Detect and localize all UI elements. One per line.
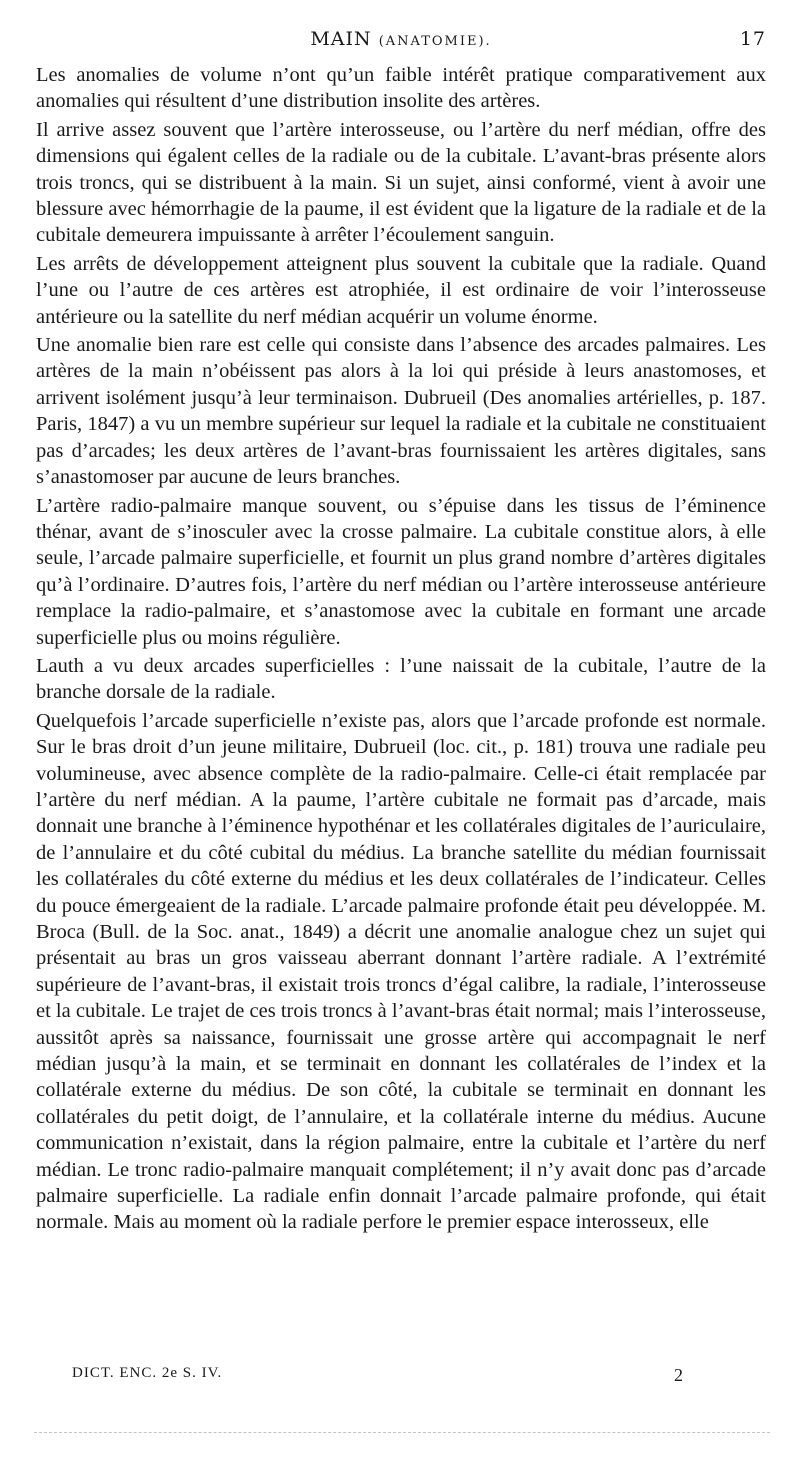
running-title (36, 28, 766, 50)
paragraph: Quelquefois l’arcade superficielle n’existe pas, alors que l’arcade profonde est normale. Sur le bras droit d’un jeune militaire, Dubrueil (loc. cit., p. 181) trouva une radiale peu volumineuse, avec absence complète de la radio-palmaire. Celle-ci était remplacée par l’artère du nerf médian. A la paume, l’artère cubitale ne formait pas d’arcade, mais donnait une branche à l’éminence hypothénar et les collatérales digitales de l’auriculaire, de l’annulaire et du côté cubital du médius. La branche satellite du médian fournissait les collatérales du côté externe du médius et les deux collatérales de l’indicateur. Celles du pouce émergeaient de la radiale. L’arcade palmaire profonde était peu développée. M. Broca (Bull. de la Soc. anat., 1849) a décrit une anomalie analogue chez un sujet qui présentait au bras un gros vaisseau aberrant donnant l’artère radiale. A l’extrémité supérieure de l’avant-bras, il existait trois troncs d’égal calibre, la radiale, l’interosseuse et la cubitale. Le trajet de ces trois troncs à l’avant-bras était normal; mais l’interosseuse, aussitôt après sa naissance, fournissait une grosse artère qui accompagnait le nerf médian jusqu’à la main, et se terminait en donnant les collatérales de l’index et la collatérale externe du médius. De son côté, la cubitale se terminait en donnant les collatérales du petit doigt, de l’annulaire, et la collatérale interne du médius. Aucune communication n’existait, dans la région palmaire, entre la cubitale et l’artère du nerf médian. Le tronc radio-palmaire manquait complétement; il n’y avait donc pas d’arcade palmaire superficielle. La radiale enfin donnait l’arcade palmaire profonde, qui était normale. Mais au moment où la radiale perfore le premier espace interosseux, elle (36, 709, 766, 1234)
page-number: 17 (739, 28, 766, 50)
running-title-sub: (ANATOMIE). (378, 34, 492, 49)
page (36, 28, 766, 1236)
bottom-rule (34, 1432, 770, 1433)
running-head (36, 28, 766, 58)
paragraph: Les arrêts de développement atteignent plus souvent la cubitale que la radiale. Quand l’une ou l’autre de ces artères est atrophiée, il est ordinaire de voir l’interosseuse antérieure ou la satellite du nerf médian acquérir un volume énorme. (36, 252, 766, 328)
sheet-number: 2 (674, 1365, 684, 1385)
body-text (36, 62, 766, 1236)
paragraph: Les anomalies de volume n’ont qu’un faible intérêt pratique comparativement aux anomalies qui résultent d’une distribution insolite des artères. (36, 64, 766, 113)
paragraph: Une anomalie bien rare est celle qui consiste dans l’absence des arcades palmaires. Les artères de la main n’obéissent pas alors à la loi qui préside à leurs anastomoses, et arrivent isolément jusqu’à leur terminaison. Dubrueil (Des anomalies artérielles, p. 187. Paris, 1847) a vu un membre supérieur sur lequel la radiale et la cubitale ne constituaient pas d’arcades; les deux artères de l’avant-bras fournissaient les artères digitales, sans s’anastomoser par aucune de leurs branches. (36, 334, 766, 489)
paragraph: L’artère radio-palmaire manque souvent, ou s’épuise dans les tissus de l’éminence thénar, avant de s’inosculer avec la crosse palmaire. La cubitale constitue alors, à elle seule, l’arcade palmaire superficielle, et fournit un plus grand nombre d’artères digitales qu’à l’ordinaire. D’autres fois, l’artère du nerf médian ou l’artère interosseuse antérieure remplace la radio-palmaire, et s’anastomose avec la cubitale en formant une arcade superficielle plus ou moins régulière. (36, 494, 766, 649)
paragraph: Lauth a vu deux arcades superficielles : l’une naissait de la cubitale, l’autre de la branche dorsale de la radiale. (36, 654, 766, 704)
signature-mark: DICT. ENC. 2e S. IV. (72, 1365, 223, 1381)
paragraph: Il arrive assez souvent que l’artère interosseuse, ou l’artère du nerf médian, offre des dimensions qui égalent celles de la radiale ou de la cubitale. L’avant-bras présente alors trois troncs, qui se distribuent à la main. Si un sujet, ainsi conformé, vient à avoir une blessure avec hémorrhagie de la paume, il est évident que la ligature de la radiale et de la cubitale demeurera impuissante à arrêter l’écoulement sanguin. (36, 118, 766, 247)
running-title-main: MAIN (310, 28, 372, 50)
